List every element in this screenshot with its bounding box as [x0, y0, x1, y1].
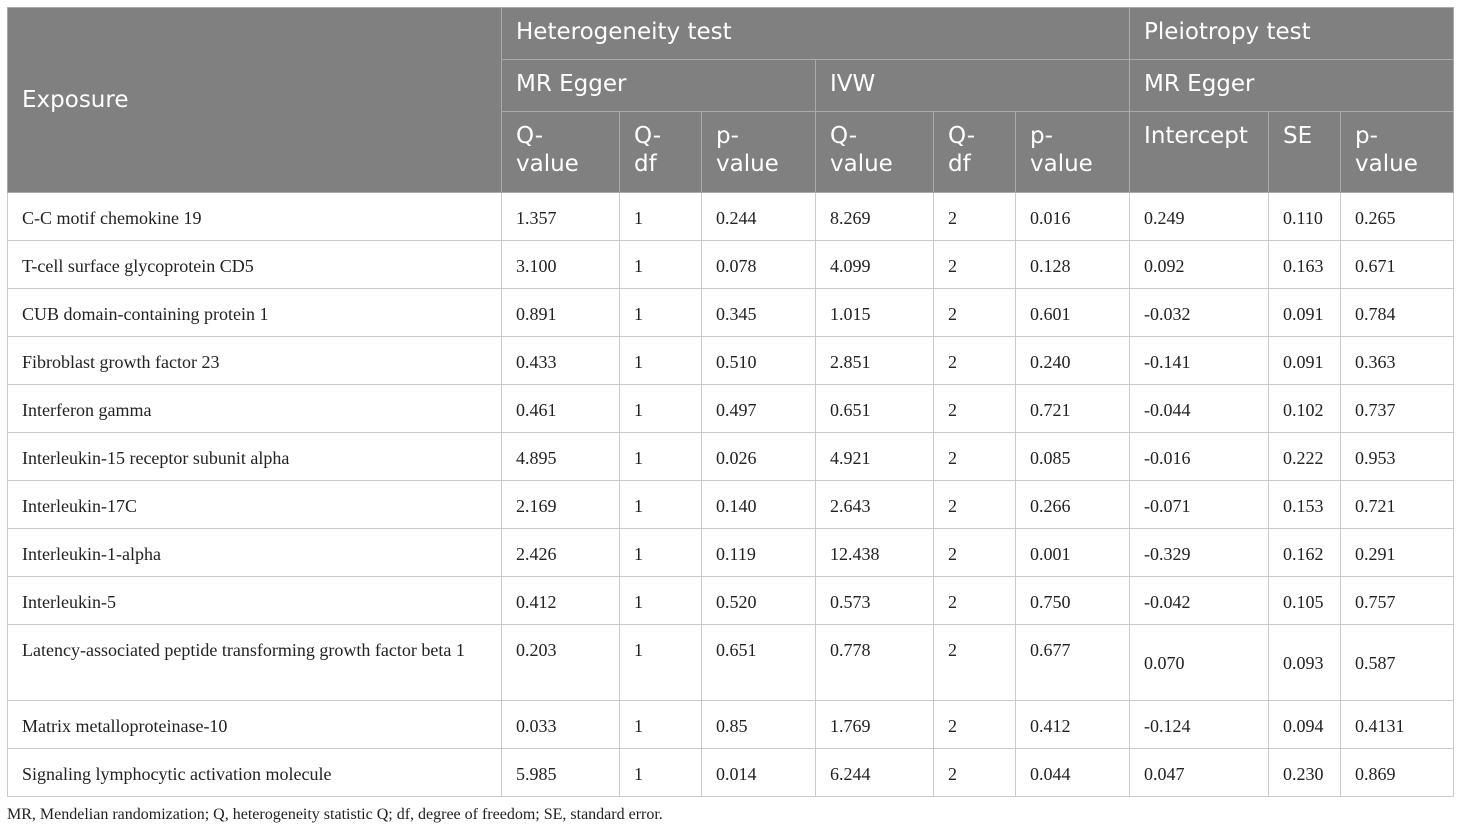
- header-exposure: Exposure: [8, 8, 502, 193]
- table-row: [8, 701, 1454, 749]
- cell-egger-q-df: 1: [620, 529, 702, 577]
- cell-ivw-q-value: 12.438: [816, 529, 934, 577]
- cell-ivw-p-value: 0.750: [1016, 577, 1130, 625]
- results-table: [7, 7, 1454, 797]
- cell-ivw-q-value: 4.099: [816, 241, 934, 289]
- cell-egger-p-value: 0.244: [702, 193, 816, 241]
- header-egger-q-value: Q- value: [502, 112, 620, 193]
- cell-egger-q-df: 1: [620, 701, 702, 749]
- cell-pleio-intercept: 0.047: [1130, 749, 1269, 797]
- cell-pleio-p-value: 0.671: [1341, 241, 1454, 289]
- cell-egger-q-value: 0.461: [502, 385, 620, 433]
- cell-egger-p-value: 0.651: [702, 625, 816, 701]
- cell-ivw-q-df: 2: [934, 749, 1016, 797]
- cell-egger-q-value: 2.426: [502, 529, 620, 577]
- cell-pleio-se: 0.091: [1269, 337, 1341, 385]
- cell-pleio-se: 0.094: [1269, 701, 1341, 749]
- cell-ivw-p-value: 0.677: [1016, 625, 1130, 701]
- cell-egger-q-df: 1: [620, 289, 702, 337]
- table-row: [8, 749, 1454, 797]
- header-pleio-intercept: Intercept: [1130, 112, 1269, 193]
- cell-egger-p-value: 0.510: [702, 337, 816, 385]
- cell-pleio-p-value: 0.291: [1341, 529, 1454, 577]
- cell-egger-p-value: 0.520: [702, 577, 816, 625]
- cell-pleio-se: 0.093: [1269, 625, 1341, 701]
- table-row: [8, 625, 1454, 701]
- cell-egger-q-value: 3.100: [502, 241, 620, 289]
- cell-egger-q-value: 0.033: [502, 701, 620, 749]
- cell-exposure: Matrix metalloproteinase-10: [8, 701, 502, 749]
- cell-exposure: T-cell surface glycoprotein CD5: [8, 241, 502, 289]
- cell-egger-p-value: 0.078: [702, 241, 816, 289]
- cell-egger-q-df: 1: [620, 241, 702, 289]
- cell-pleio-p-value: 0.869: [1341, 749, 1454, 797]
- cell-pleio-p-value: 0.953: [1341, 433, 1454, 481]
- table-footnote: MR, Mendelian randomization; Q, heterogeneity statistic Q; df, degree of freedom; SE, standard error.: [7, 806, 663, 823]
- cell-ivw-p-value: 0.721: [1016, 385, 1130, 433]
- cell-pleio-se: 0.091: [1269, 289, 1341, 337]
- cell-egger-q-df: 1: [620, 385, 702, 433]
- table-row: [8, 385, 1454, 433]
- cell-egger-q-df: 1: [620, 337, 702, 385]
- cell-ivw-q-df: 2: [934, 241, 1016, 289]
- table-row: [8, 193, 1454, 241]
- table-row: [8, 577, 1454, 625]
- cell-pleio-se: 0.110: [1269, 193, 1341, 241]
- cell-pleio-p-value: 0.721: [1341, 481, 1454, 529]
- cell-pleio-intercept: 0.092: [1130, 241, 1269, 289]
- cell-ivw-q-value: 0.573: [816, 577, 934, 625]
- cell-egger-q-df: 1: [620, 433, 702, 481]
- cell-egger-q-value: 5.985: [502, 749, 620, 797]
- header-ivw-q-value: Q- value: [816, 112, 934, 193]
- cell-egger-q-value: 2.169: [502, 481, 620, 529]
- cell-ivw-q-df: 2: [934, 433, 1016, 481]
- cell-ivw-p-value: 0.412: [1016, 701, 1130, 749]
- results-table-container: [7, 7, 1453, 797]
- cell-ivw-p-value: 0.001: [1016, 529, 1130, 577]
- cell-pleio-se: 0.105: [1269, 577, 1341, 625]
- cell-ivw-p-value: 0.266: [1016, 481, 1130, 529]
- cell-egger-q-value: 4.895: [502, 433, 620, 481]
- cell-ivw-p-value: 0.601: [1016, 289, 1130, 337]
- cell-pleio-p-value: 0.757: [1341, 577, 1454, 625]
- cell-pleio-p-value: 0.4131: [1341, 701, 1454, 749]
- header-pleio-p-value: p- value: [1341, 112, 1454, 193]
- cell-egger-q-value: 0.891: [502, 289, 620, 337]
- cell-egger-q-df: 1: [620, 193, 702, 241]
- cell-ivw-q-value: 0.778: [816, 625, 934, 701]
- cell-egger-q-value: 0.433: [502, 337, 620, 385]
- cell-pleio-intercept: 0.249: [1130, 193, 1269, 241]
- cell-ivw-q-df: 2: [934, 577, 1016, 625]
- cell-pleio-p-value: 0.784: [1341, 289, 1454, 337]
- cell-exposure: C-C motif chemokine 19: [8, 193, 502, 241]
- header-egger-p-value: p- value: [702, 112, 816, 193]
- cell-ivw-q-df: 2: [934, 625, 1016, 701]
- cell-exposure: Interferon gamma: [8, 385, 502, 433]
- cell-ivw-q-value: 0.651: [816, 385, 934, 433]
- cell-exposure: Interleukin-17C: [8, 481, 502, 529]
- table-row: [8, 529, 1454, 577]
- cell-ivw-q-value: 2.643: [816, 481, 934, 529]
- cell-pleio-intercept: 0.070: [1130, 625, 1269, 701]
- cell-ivw-p-value: 0.085: [1016, 433, 1130, 481]
- cell-pleio-se: 0.153: [1269, 481, 1341, 529]
- cell-pleio-intercept: -0.042: [1130, 577, 1269, 625]
- cell-egger-p-value: 0.140: [702, 481, 816, 529]
- cell-exposure: Signaling lymphocytic activation molecule: [8, 749, 502, 797]
- cell-egger-p-value: 0.014: [702, 749, 816, 797]
- cell-pleio-intercept: -0.071: [1130, 481, 1269, 529]
- cell-egger-p-value: 0.345: [702, 289, 816, 337]
- cell-ivw-q-df: 2: [934, 529, 1016, 577]
- cell-pleio-se: 0.163: [1269, 241, 1341, 289]
- header-ivw-q-df: Q- df: [934, 112, 1016, 193]
- cell-ivw-q-value: 8.269: [816, 193, 934, 241]
- cell-ivw-q-df: 2: [934, 337, 1016, 385]
- header-heterogeneity-test: Heterogeneity test: [502, 8, 1130, 60]
- table-row: [8, 289, 1454, 337]
- cell-egger-q-df: 1: [620, 577, 702, 625]
- cell-egger-q-value: 1.357: [502, 193, 620, 241]
- cell-pleio-se: 0.222: [1269, 433, 1341, 481]
- table-row: [8, 337, 1454, 385]
- cell-pleio-intercept: -0.124: [1130, 701, 1269, 749]
- cell-ivw-q-value: 4.921: [816, 433, 934, 481]
- cell-egger-p-value: 0.026: [702, 433, 816, 481]
- cell-exposure: Interleukin-5: [8, 577, 502, 625]
- cell-ivw-p-value: 0.044: [1016, 749, 1130, 797]
- cell-egger-p-value: 0.119: [702, 529, 816, 577]
- header-mr-egger-heterogeneity: MR Egger: [502, 60, 816, 112]
- cell-egger-q-value: 0.203: [502, 625, 620, 701]
- header-mr-egger-pleiotropy: MR Egger: [1130, 60, 1454, 112]
- cell-pleio-p-value: 0.265: [1341, 193, 1454, 241]
- table-row: [8, 433, 1454, 481]
- cell-ivw-q-value: 6.244: [816, 749, 934, 797]
- cell-ivw-q-df: 2: [934, 193, 1016, 241]
- cell-egger-q-df: 1: [620, 749, 702, 797]
- cell-ivw-p-value: 0.128: [1016, 241, 1130, 289]
- header-egger-q-df: Q- df: [620, 112, 702, 193]
- cell-pleio-intercept: -0.032: [1130, 289, 1269, 337]
- cell-ivw-q-df: 2: [934, 385, 1016, 433]
- cell-pleio-se: 0.102: [1269, 385, 1341, 433]
- header-ivw-p-value: p- value: [1016, 112, 1130, 193]
- cell-exposure: CUB domain-containing protein 1: [8, 289, 502, 337]
- cell-exposure: Latency-associated peptide transforming growth factor beta 1: [8, 625, 502, 701]
- cell-egger-q-df: 1: [620, 625, 702, 701]
- cell-ivw-q-value: 2.851: [816, 337, 934, 385]
- cell-pleio-intercept: -0.044: [1130, 385, 1269, 433]
- cell-ivw-q-value: 1.769: [816, 701, 934, 749]
- cell-pleio-intercept: -0.016: [1130, 433, 1269, 481]
- cell-ivw-p-value: 0.016: [1016, 193, 1130, 241]
- cell-pleio-p-value: 0.587: [1341, 625, 1454, 701]
- cell-ivw-p-value: 0.240: [1016, 337, 1130, 385]
- cell-ivw-q-df: 2: [934, 289, 1016, 337]
- table-row: [8, 241, 1454, 289]
- cell-ivw-q-df: 2: [934, 701, 1016, 749]
- cell-pleio-intercept: -0.329: [1130, 529, 1269, 577]
- table-row: [8, 481, 1454, 529]
- cell-pleio-p-value: 0.737: [1341, 385, 1454, 433]
- cell-egger-p-value: 0.85: [702, 701, 816, 749]
- cell-exposure: Interleukin-1-alpha: [8, 529, 502, 577]
- cell-pleio-se: 0.162: [1269, 529, 1341, 577]
- header-ivw: IVW: [816, 60, 1130, 112]
- cell-ivw-q-df: 2: [934, 481, 1016, 529]
- cell-pleio-se: 0.230: [1269, 749, 1341, 797]
- header-pleiotropy-test: Pleiotropy test: [1130, 8, 1454, 60]
- cell-egger-p-value: 0.497: [702, 385, 816, 433]
- table-header: [8, 8, 1454, 193]
- cell-egger-q-df: 1: [620, 481, 702, 529]
- cell-pleio-intercept: -0.141: [1130, 337, 1269, 385]
- header-pleio-se: SE: [1269, 112, 1341, 193]
- cell-exposure: Fibroblast growth factor 23: [8, 337, 502, 385]
- cell-egger-q-value: 0.412: [502, 577, 620, 625]
- cell-ivw-q-value: 1.015: [816, 289, 934, 337]
- cell-exposure: Interleukin-15 receptor subunit alpha: [8, 433, 502, 481]
- cell-pleio-p-value: 0.363: [1341, 337, 1454, 385]
- table-body: [8, 193, 1454, 797]
